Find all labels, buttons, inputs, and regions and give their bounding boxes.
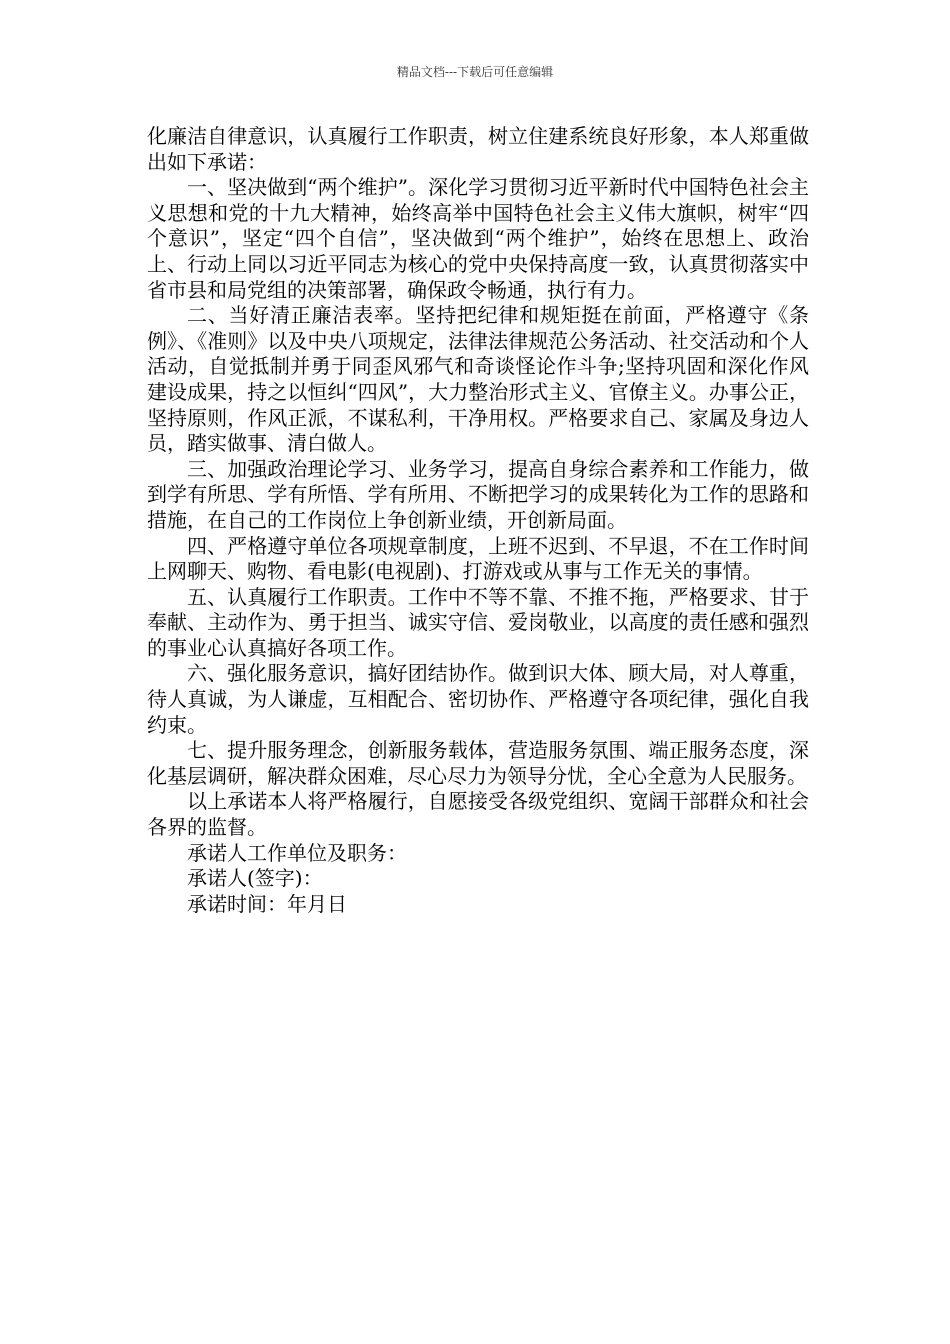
commitment-item-4: 四、严格遵守单位各项规章制度，上班不迟到、不早退，不在工作时间上网聊天、购物、看电影(电视剧)、打游戏或从事与工作无关的事情。 — [147, 533, 809, 584]
commitment-item-6: 六、强化服务意识，搞好团结协作。做到识大体、顾大局，对人尊重，待人真诚，为人谦虚，互相配合、密切协作、严格遵守各项纪律，强化自我约束。 — [147, 661, 809, 737]
page-header: 精品文档---下载后可任意编辑 — [396, 65, 554, 79]
commitment-item-1: 一、坚决做到“两个维护”。深化学习贯彻习近平新时代中国特色社会主义思想和党的十九大精神，始终高举中国特色社会主义伟大旗帜，树牢“四个意识”，坚定“四个自信”，坚决做到“两个维护”，始终在思想上、政治上、行动上同以习近平同志为核心的党中央保持高度一致，认真贯彻落实中省市县和局党组的决策部署，确保政令畅通，执行有力。 — [147, 175, 809, 302]
intro-paragraph: 化廉洁自律意识，认真履行工作职责，树立住建系统良好形象，本人郑重做出如下承诺： — [147, 124, 809, 174]
signature-signer-line: 承诺人(签字)： — [187, 866, 323, 891]
signature-unit-line: 承诺人工作单位及职务： — [187, 840, 407, 865]
commitment-item-7: 七、提升服务理念，创新服务载体，营造服务氛围、端正服务态度，深化基层调研，解决群众困难，尽心尽力为领导分忧，全心全意为人民服务。 — [147, 738, 809, 788]
closing-paragraph: 以上承诺本人将严格履行，自愿接受各级党组织、宽阔干部群众和社会各界的监督。 — [147, 789, 809, 840]
signature-date-line: 承诺时间：年月日 — [187, 891, 347, 916]
commitment-item-5: 五、认真履行工作职责。工作中不等不靠、不推不拖，严格要求、甘于奉献、主动作为、勇于担当、诚实守信、爱岗敬业，以高度的责任感和强烈的事业心认真搞好各项工作。 — [147, 584, 809, 660]
commitment-item-2: 二、当好清正廉洁表率。坚持把纪律和规矩挺在前面，严格遵守《条例》、《准则》以及中央八项规定，法律法律规范公务活动、社交活动和个人活动，自觉抵制并勇于同歪风邪气和奇谈怪论作斗争;坚持巩固和深化作风建设成果，持之以恒纠“四风”，大力整治形式主义、官僚主义。办事公正，坚持原则，作风正派，不谋私利，干净用权。严格要求自己、家属及身边人员，踏实做事、清白做人。 — [147, 303, 809, 456]
document-body — [147, 124, 809, 917]
commitment-item-3: 三、加强政治理论学习、业务学习，提高自身综合素养和工作能力，做到学有所思、学有所悟、学有所用、不断把学习的成果转化为工作的思路和措施，在自己的工作岗位上争创新业绩，开创新局面。 — [147, 456, 809, 532]
